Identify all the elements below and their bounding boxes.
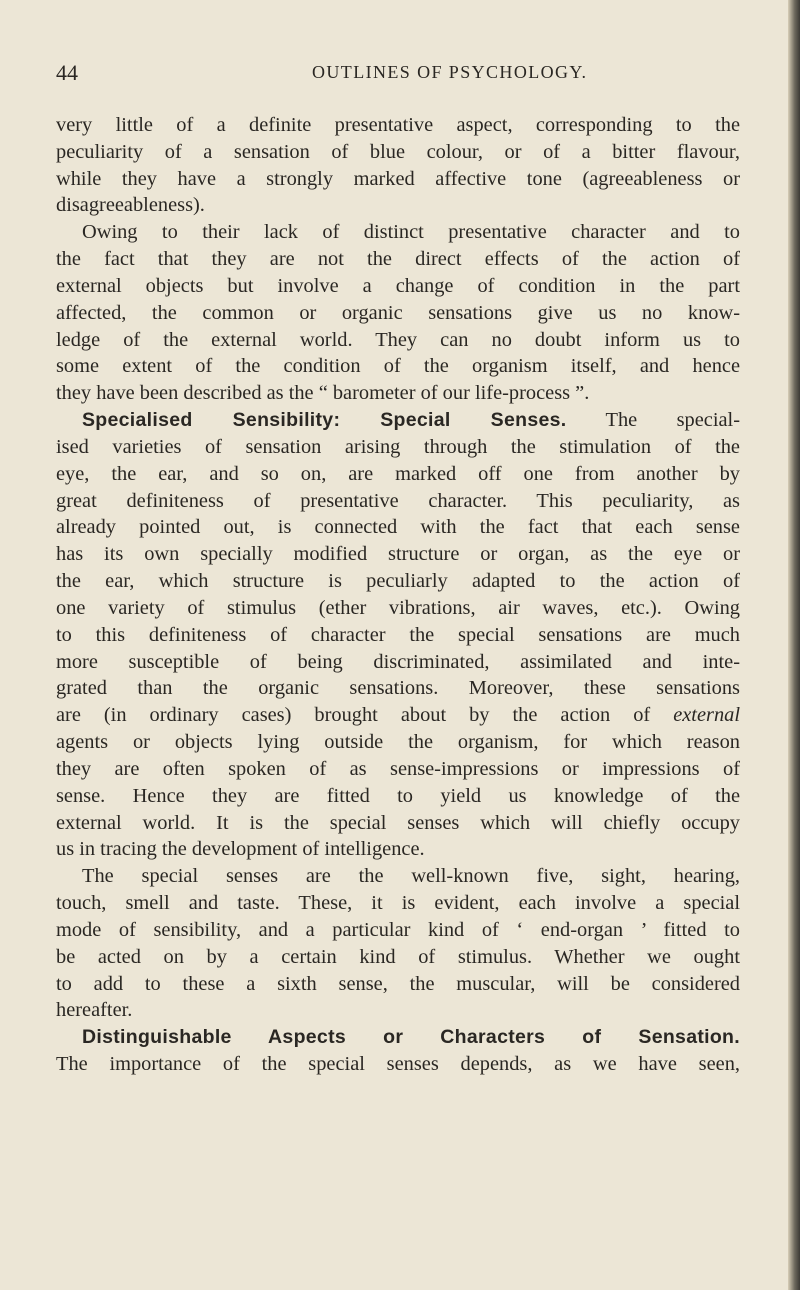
page-edge xyxy=(788,0,800,1290)
text-line: touch, smell and taste. These, it is evident, each involve a special xyxy=(56,892,740,915)
text-line: they have been described as the “ barometer of our life-process ”. xyxy=(56,382,590,405)
text-line: peculiarity of a sensation of blue colour, or of a bitter flavour, xyxy=(56,140,740,163)
text-line: grated than the organic sensations. Moreover, these sensations xyxy=(56,677,740,700)
text-line: eye, the ear, and so on, are marked off one from another by xyxy=(56,462,740,485)
text-line: are (in ordinary cases) brought about by the action of external xyxy=(56,704,740,727)
text-line: great definiteness of presentative character. This peculiarity, as xyxy=(56,489,740,512)
text-line: external world. It is the special senses which will chiefly occupy xyxy=(56,811,740,834)
text-line: some extent of the condition of the organism itself, and hence xyxy=(56,355,740,378)
text-line: affected, the common or organic sensations give us no know- xyxy=(56,301,740,324)
section-heading-line xyxy=(56,1024,740,1051)
text-line: they are often spoken of as sense-impressions or impressions of xyxy=(56,757,740,780)
text-line: agents or objects lying outside the organism, for which reason xyxy=(56,731,740,754)
text-line: while they have a strongly marked affective tone (agreeableness or xyxy=(56,167,740,190)
text-line: ledge of the external world. They can no doubt inform us to xyxy=(56,328,740,351)
text-line: us in tracing the development of intelligence. xyxy=(56,838,425,861)
text-line: very little of a definite presentative aspect, corresponding to the xyxy=(56,114,740,136)
text-line: be acted on by a certain kind of stimulus. Whether we ought xyxy=(56,945,740,968)
text-line: has its own specially modified structure or organ, as the eye or xyxy=(56,543,740,566)
text-line: The importance of the special senses depends, as we have seen, xyxy=(56,1052,740,1075)
text-line: external objects but involve a change of condition in the part xyxy=(56,274,740,297)
text-line: more susceptible of being discriminated, assimilated and inte- xyxy=(56,650,740,673)
text-line: already pointed out, is connected with the fact that each sense xyxy=(56,516,740,539)
text-line: the ear, which structure is peculiarly adapted to the action of xyxy=(56,570,740,593)
emphasis: external xyxy=(673,704,740,727)
section-heading: Specialised Sensibility: Special Senses. xyxy=(82,409,567,432)
text-line: sense. Hence they are fitted to yield us knowledge of the xyxy=(56,784,740,807)
text-line: the fact that they are not the direct effects of the action of xyxy=(56,248,740,271)
text-line: The special senses are the well-known five, sight, hearing, xyxy=(82,865,740,888)
text-line: Owing to their lack of distinct presentative character and to xyxy=(82,221,740,244)
body-text xyxy=(56,112,740,1078)
text-line: hereafter. xyxy=(56,999,133,1022)
section-heading: Distinguishable Aspects or Characters of Sensation. xyxy=(82,1026,740,1049)
page-header xyxy=(0,58,790,88)
text-line: ised varieties of sensation arising through the stimulation of the xyxy=(56,435,740,458)
text-line: mode of sensibility, and a particular kind of ‘ end-organ ’ fitted to xyxy=(56,918,740,941)
page-number: 44 xyxy=(56,60,78,85)
running-head: OUTLINES OF PSYCHOLOGY. xyxy=(312,62,588,82)
text-line: disagreeableness). xyxy=(56,194,205,217)
text-line: one variety of stimulus (ether vibrations, air waves, etc.). Owing xyxy=(56,596,740,619)
section-heading-line: Specialised Sensibility: Special Senses. The special- xyxy=(82,409,740,432)
text-line: to add to these a sixth sense, the muscular, will be considered xyxy=(56,972,740,995)
text-line: to this definiteness of character the special sensations are much xyxy=(56,623,740,646)
